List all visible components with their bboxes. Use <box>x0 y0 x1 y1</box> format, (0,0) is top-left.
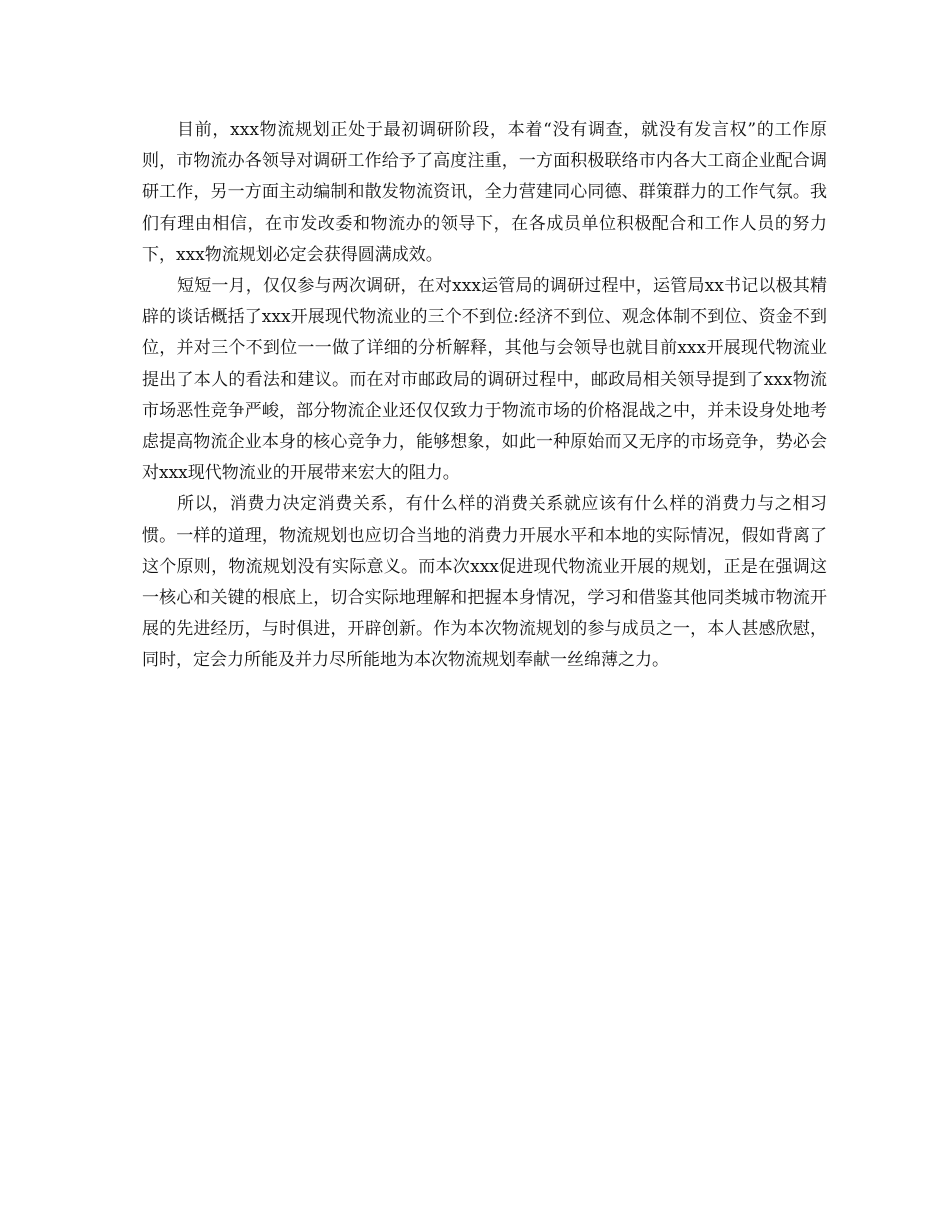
paragraph-3: 所以，消费力决定消费关系，有什么样的消费关系就应该有什么样的消费力与之相习惯。一样的道理，物流规划也应切合当地的消费力开展水平和本地的实际情况，假如背离了这个原则，物流规划没有实际意义。而本次xxx促进现代物流业开展的规划，正是在强调这一核心和关键的根底上，切合实际地理解和把握本身情况，学习和借鉴其他同类城市物流开展的先进经历，与时俱进，开辟创新。作为本次物流规划的参与成员之一，本人甚感欣慰，同时，定会力所能及并力尽所能地为本次物流规划奉献一丝绵薄之力。 <box>142 494 827 671</box>
document-body <box>142 115 827 677</box>
paragraph-2: 短短一月，仅仅参与两次调研，在对xxx运管局的调研过程中，运管局xx书记以极其精辟的谈话概括了xxx开展现代物流业的三个不到位:经济不到位、观念体制不到位、资金不到位，并对三个不到位一一做了详细的分析解释，其他与会领导也就目前xxx开展现代物流业提出了本人的看法和建议。而在对市邮政局的调研过程中，邮政局相关领导提到了xxx物流市场恶性竞争严峻，部分物流企业还仅仅致力于物流市场的价格混战之中，并未设身处地考虑提高物流企业本身的核心竞争力，能够想象，如此一种原始而又无序的市场竞争，势必会对xxx现代物流业的开展带来宏大的阻力。 <box>142 276 827 484</box>
paragraph-1: 目前，xxx物流规划正处于最初调研阶段，本着“没有调查，就没有发言权”的工作原则，市物流办各领导对调研工作给予了高度注重，一方面积极联络市内各大工商企业配合调研工作，另一方面主动编制和散发物流资讯，全力营建同心同德、群策群力的工作气氛。我们有理由相信，在市发改委和物流办的领导下，在各成员单位积极配合和工作人员的努力下，xxx物流规划必定会获得圆满成效。 <box>142 120 827 265</box>
